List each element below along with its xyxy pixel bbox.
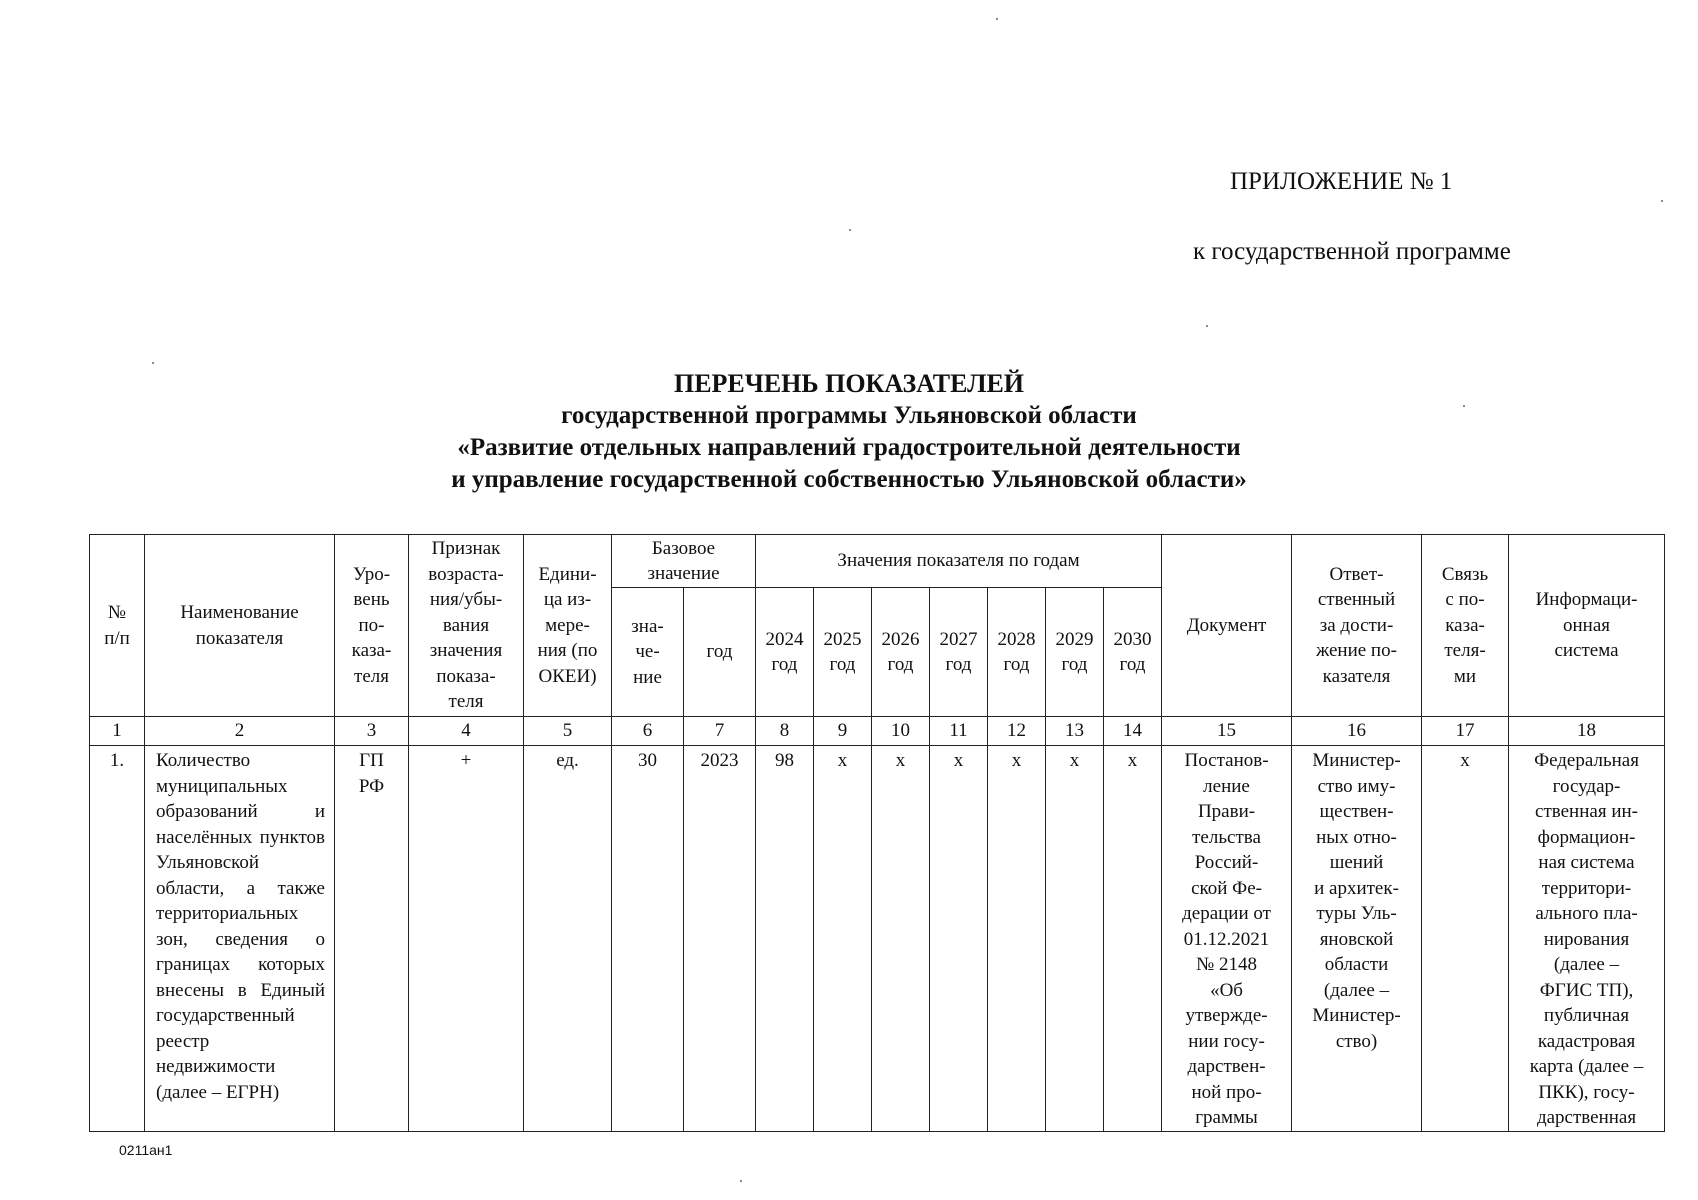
heading-line-4: и управление государственной собственностью Ульяновской области» bbox=[451, 466, 1247, 493]
row-year-value: х bbox=[1104, 746, 1162, 1132]
column-number: 4 bbox=[409, 717, 524, 746]
heading-line-3: «Развитие отдельных направлений градостроительной деятельности bbox=[457, 434, 1241, 461]
column-number: 14 bbox=[1104, 717, 1162, 746]
row-document: Постанов- ление Прави- тельства Россий- ской Фе- дерации от 01.12.2021 № 2148 «Об утвержде- нии госу- дарствен- ной про- граммы bbox=[1162, 746, 1292, 1132]
scan-speck bbox=[1463, 405, 1465, 407]
appendix-title: ПРИЛОЖЕНИЕ № 1 bbox=[1230, 168, 1453, 195]
column-number: 7 bbox=[684, 717, 756, 746]
row-responsible: Министер- ство иму- ществен- ных отно- шений и архитек- туры Уль- яновской области (далее – Министер- ство) bbox=[1292, 746, 1422, 1132]
header-info-system: Информаци- онная система bbox=[1509, 535, 1665, 717]
column-number: 3 bbox=[335, 717, 409, 746]
header-base: Базовое значение bbox=[612, 535, 756, 588]
table-row bbox=[90, 746, 1665, 1132]
row-info-system: Федеральная государ- ственная ин- формацион- ная система территори- ального пла- нирования (далее – ФГИС ТП), публичная кадастровая карта (далее – ПКК), госу- дарственная bbox=[1509, 746, 1665, 1132]
row-year-value: х bbox=[872, 746, 930, 1132]
row-unit: ед. bbox=[524, 746, 612, 1132]
header-trend: Признак возраста- ния/убы- вания значения показа- теля bbox=[409, 535, 524, 717]
header-year: 2030 год bbox=[1104, 588, 1162, 717]
row-year-value: х bbox=[988, 746, 1046, 1132]
row-year-value: х bbox=[930, 746, 988, 1132]
header-year: 2029 год bbox=[1046, 588, 1104, 717]
header-responsible: Ответ- ственный за дости- жение по- казателя bbox=[1292, 535, 1422, 717]
column-number: 1 bbox=[90, 717, 145, 746]
column-number: 11 bbox=[930, 717, 988, 746]
header-year: 2028 год bbox=[988, 588, 1046, 717]
header-base-year: год bbox=[684, 588, 756, 717]
footer-code: 0211ан1 bbox=[119, 1142, 173, 1158]
column-number: 5 bbox=[524, 717, 612, 746]
header-num: № п/п bbox=[90, 535, 145, 717]
row-year-value: х bbox=[1046, 746, 1104, 1132]
header-years-group: Значения показателя по годам bbox=[756, 535, 1162, 588]
header-year: 2024 год bbox=[756, 588, 814, 717]
row-year-value: 98 bbox=[756, 746, 814, 1132]
column-number: 12 bbox=[988, 717, 1046, 746]
column-number-row bbox=[90, 717, 1665, 746]
row-level: ГП РФ bbox=[335, 746, 409, 1132]
row-name: Количество муниципальных образований и населённых пунктов Ульяновской области, а также территориальных зон, сведения о границах которых внесены в Единый государственный реестр недвижимости (далее – ЕГРН) bbox=[145, 746, 335, 1132]
scan-speck bbox=[996, 18, 998, 20]
header-link: Связь с по- каза- теля- ми bbox=[1422, 535, 1509, 717]
indicators-table bbox=[89, 534, 1665, 1132]
column-number: 2 bbox=[145, 717, 335, 746]
scan-speck bbox=[740, 1180, 742, 1182]
column-number: 6 bbox=[612, 717, 684, 746]
scan-speck bbox=[152, 362, 154, 364]
column-number: 15 bbox=[1162, 717, 1292, 746]
row-base-value: 30 bbox=[612, 746, 684, 1132]
column-number: 8 bbox=[756, 717, 814, 746]
heading-line-2: государственной программы Ульяновской области bbox=[561, 402, 1137, 429]
column-number: 13 bbox=[1046, 717, 1104, 746]
header-name: Наименование показателя bbox=[145, 535, 335, 717]
column-number: 16 bbox=[1292, 717, 1422, 746]
heading-line-1: ПЕРЕЧЕНЬ ПОКАЗАТЕЛЕЙ bbox=[673, 369, 1025, 398]
header-document: Документ bbox=[1162, 535, 1292, 717]
appendix-subtitle: к государственной программе bbox=[1193, 238, 1511, 265]
row-link: х bbox=[1422, 746, 1509, 1132]
row-base-year: 2023 bbox=[684, 746, 756, 1132]
row-year-value: х bbox=[814, 746, 872, 1132]
header-year: 2025 год bbox=[814, 588, 872, 717]
row-trend: + bbox=[409, 746, 524, 1132]
column-number: 9 bbox=[814, 717, 872, 746]
column-number: 10 bbox=[872, 717, 930, 746]
scan-speck bbox=[1206, 325, 1208, 327]
column-number: 18 bbox=[1509, 717, 1665, 746]
header-year: 2027 год bbox=[930, 588, 988, 717]
column-number: 17 bbox=[1422, 717, 1509, 746]
scan-speck bbox=[1661, 200, 1663, 202]
header-unit: Едини- ца из- мере- ния (по ОКЕИ) bbox=[524, 535, 612, 717]
header-year: 2026 год bbox=[872, 588, 930, 717]
header-base-value: зна- че- ние bbox=[612, 588, 684, 717]
header-level: Уро- вень по- каза- теля bbox=[335, 535, 409, 717]
row-num: 1. bbox=[90, 746, 145, 1132]
scan-speck bbox=[849, 229, 851, 231]
document-heading bbox=[0, 368, 1698, 496]
